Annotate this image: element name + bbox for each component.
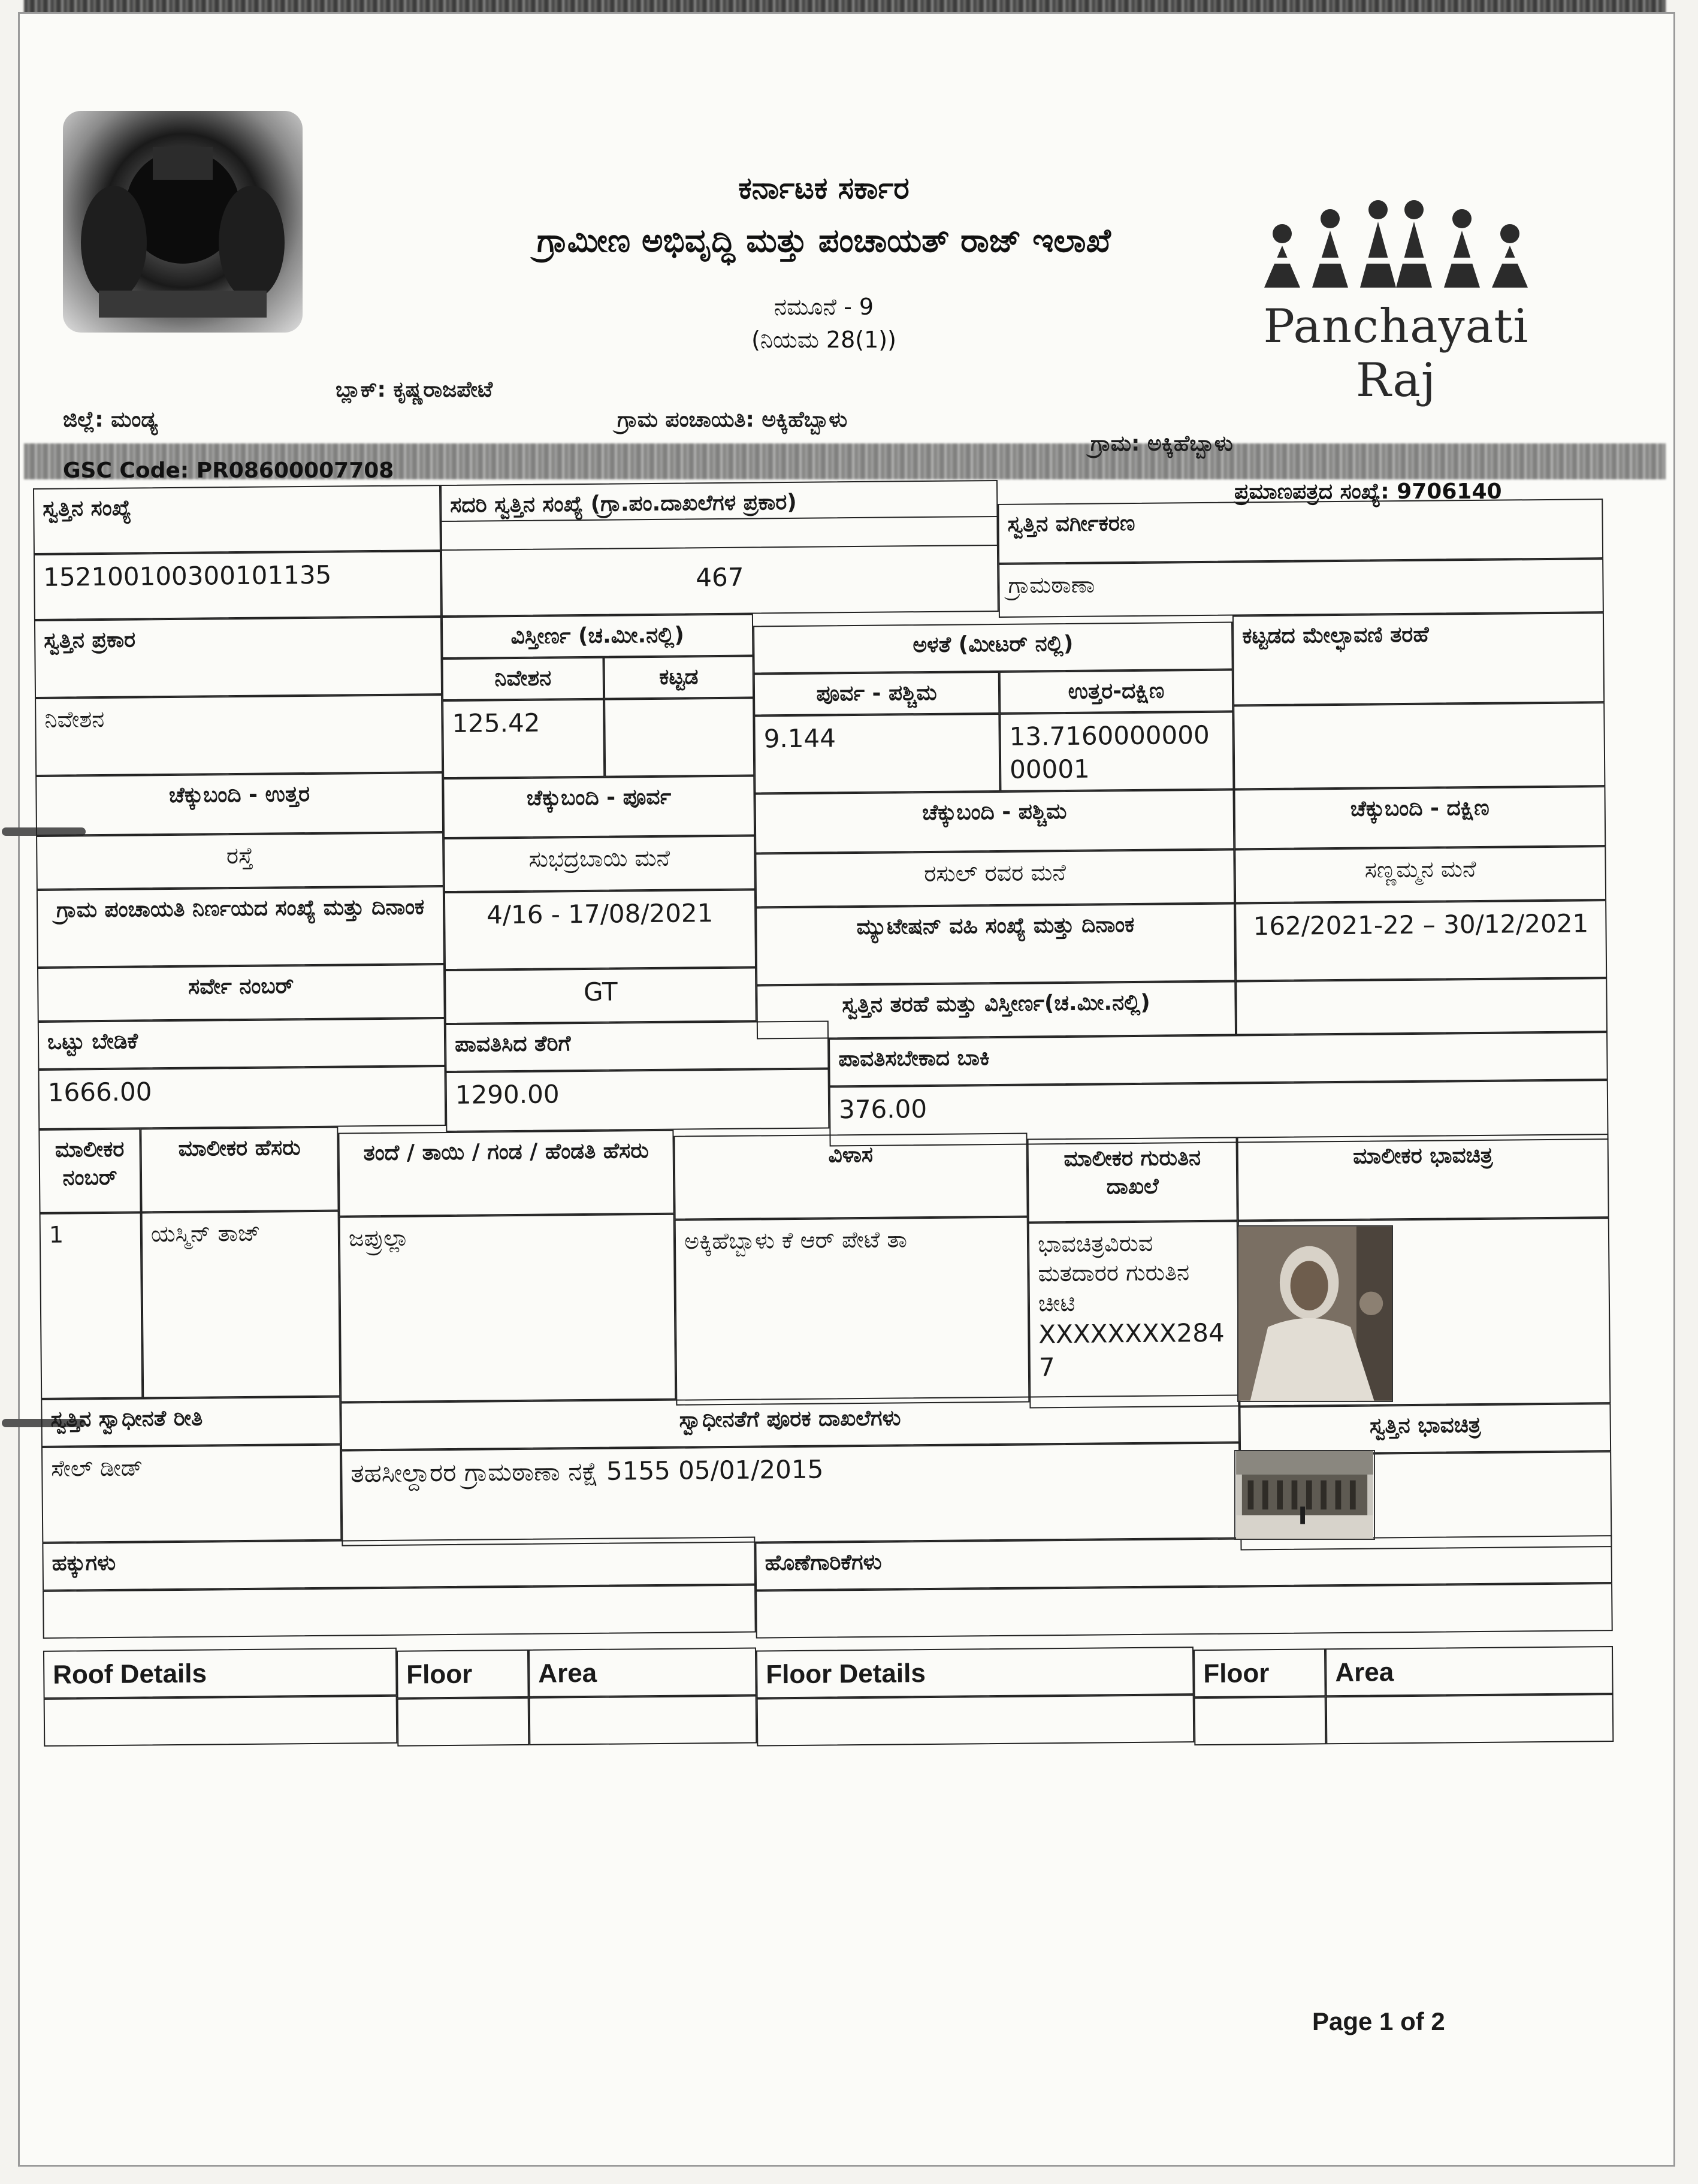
east-west-value: 9.144 bbox=[754, 714, 1000, 794]
floor-details-row bbox=[757, 1694, 1195, 1746]
owner-id-type: ಭಾವಚಿತ್ರವಿರುವ ಮತದಾರರ ಗುರುತಿನ ಚೀಟಿ bbox=[1037, 1230, 1190, 1317]
parent-name-value: ಜಪ್ರುಲ್ಲಾ bbox=[339, 1214, 676, 1403]
property-id-value: 152100100300101135 bbox=[34, 551, 442, 620]
site-area-label: ನಿವೇಶನ bbox=[442, 657, 605, 700]
boundary-north-value: ರಸ್ತೆ bbox=[36, 832, 444, 890]
panchayati-raj-logo bbox=[1252, 198, 1540, 407]
balance-label: ಪಾವತಿಸಬೇಕಾದ ಬಾಕಿ bbox=[829, 1032, 1608, 1086]
area-label: ವಿಸ್ತೀರ್ಣ (ಚ.ಮೀ.ನಲ್ಲಿ) bbox=[442, 614, 754, 659]
owner-id-header: ಮಾಲೀಕರ ಗುರುತಿನ ದಾಖಲೆ bbox=[1028, 1137, 1238, 1223]
district: ಜಿಲ್ಲೆ: ಮಂಡ್ಯ bbox=[63, 407, 158, 432]
owner-name-header: ಮಾಲೀಕರ ಹೆಸರು bbox=[140, 1127, 339, 1213]
owner-id-masked: XXXXXXXX2847 bbox=[1038, 1318, 1225, 1382]
floor-area-row bbox=[1326, 1694, 1614, 1744]
roof-area-header: Area bbox=[528, 1648, 757, 1697]
parent-name-header: ತಂದೆ / ತಾಯಿ / ಗಂಡ / ಹೆಂಡತಿ ಹೆಸರು bbox=[338, 1130, 674, 1217]
mutation-label: ಮ್ಯುಟೇಷನ್ ವಹಿ ಸಂಖ್ಯೆ ಮತ್ತು ದಿನಾಂಕ bbox=[756, 904, 1235, 986]
survey-number-label: ಸರ್ವೇ ನಂಬರ್ bbox=[37, 964, 445, 1022]
roof-floor-header: Floor bbox=[397, 1650, 529, 1699]
certificate-number: ಪ್ರಮಾಣಪತ್ರದ ಸಂಖ್ಯೆ: 9706140 bbox=[1234, 479, 1502, 504]
property-type-area-label: ಸ್ವತ್ತಿನ ತರಹೆ ಮತ್ತು ವಿಸ್ತೀರ್ಣ(ಚ.ಮೀ.ನಲ್ಲಿ) bbox=[756, 981, 1236, 1040]
gram-panchayat: ಗ್ರಾಮ ಪಂಚಾಯತಿ: ಅಕ್ಕಿಹೆಬ್ಬಾಳು bbox=[617, 407, 848, 432]
owner-number-value: 1 bbox=[40, 1212, 143, 1398]
floor-floor-header: Floor bbox=[1194, 1648, 1326, 1697]
north-south-value: 13.716000000000001 bbox=[999, 712, 1234, 792]
department-title: ಗ್ರಾಮೀಣ ಅಭಿವೃದ್ಧಿ ಮತ್ತು ಪಂಚಾಯತ್ ರಾಜ್ ಇಲಾಖೆ bbox=[537, 222, 1111, 259]
roof-floor-row bbox=[397, 1697, 530, 1747]
form-number: ನಮೂನೆ - 9 bbox=[774, 294, 874, 320]
floor-area-header: Area bbox=[1325, 1646, 1614, 1696]
property-type-value: ನಿವೇಶನ bbox=[35, 694, 443, 776]
boundary-west-value: ರಸುಲ್ ರವರ ಮನೆ bbox=[755, 850, 1235, 908]
address-value: ಅಕ್ಕಿಹೆಬ್ಬಾಳು ಕೆ ಆರ್ ಪೇಟೆ ತಾ bbox=[675, 1217, 1030, 1406]
total-demand-value: 1666.00 bbox=[38, 1066, 446, 1129]
property-photo-label: ಸ್ವತ್ತಿನ ಭಾವಚಿತ್ರ bbox=[1239, 1403, 1611, 1454]
owner-photo-header: ಮಾಲೀಕರ ಭಾವಚಿತ್ರ bbox=[1237, 1134, 1609, 1221]
building-area-label: ಕಟ್ಟಡ bbox=[603, 656, 754, 699]
ownership-mode-value: ಸೇಲ್ ಡೀಡ್ bbox=[41, 1445, 342, 1543]
floor-floor-row bbox=[1194, 1696, 1327, 1745]
owner-id-cell bbox=[1028, 1221, 1240, 1408]
tax-paid-label: ಪಾವತಿಸಿದ ತೆರಿಗೆ bbox=[445, 1020, 829, 1072]
rights-value bbox=[43, 1585, 756, 1639]
boundary-south-label: ಚೆಕ್ಕುಬಂದಿ - ದಕ್ಷಿಣ bbox=[1234, 786, 1606, 849]
property-type-area-value bbox=[1235, 978, 1608, 1035]
roof-area-row bbox=[529, 1696, 757, 1745]
roof-type-label: ಕಟ್ಟಡದ ಮೇಲ್ಛಾವಣಿ ತರಹೆ bbox=[1232, 612, 1605, 705]
measurement-label: ಅಳತೆ (ಮೀಟರ್ ನಲ್ಲಿ) bbox=[753, 622, 1233, 674]
classification-label: ಸ್ವತ್ತಿನ ವರ್ಗೀಕರಣ bbox=[998, 499, 1603, 564]
boundary-east-value: ಸುಭದ್ರಬಾಯಿ ಮನೆ bbox=[443, 836, 756, 893]
boundary-south-value: ಸಣ್ಣಮ್ಮನ ಮನೆ bbox=[1234, 846, 1606, 903]
owner-name-value: ಯಸ್ಮಿನ್ ತಾಜ್ bbox=[141, 1211, 341, 1398]
gp-record-no-value: 467 bbox=[440, 516, 998, 617]
east-west-label: ಪೂರ್ವ - ಪಶ್ಚಿಮ bbox=[754, 672, 1000, 716]
page-number: Page 1 of 2 bbox=[1312, 2007, 1445, 2035]
government-title: ಕರ್ನಾಟಕ ಸರ್ಕಾರ bbox=[738, 171, 910, 206]
ownership-docs-value: ತಹಸೀಲ್ದಾರರ ಗ್ರಾಮಠಾಣಾ ನಕ್ಷೆ 5155 05/01/2015 bbox=[341, 1442, 1240, 1546]
resolution-value: 4/16 - 17/08/2021 bbox=[444, 890, 756, 971]
gsc-code: GSC Code: PR08600007708 bbox=[63, 458, 394, 483]
property-photo bbox=[1234, 1450, 1375, 1540]
classification-value: ಗ್ರಾಮಠಾಣಾ bbox=[998, 558, 1604, 618]
panchayati-raj-people-icon bbox=[1252, 198, 1540, 288]
address-header: ವಿಳಾಸ bbox=[673, 1133, 1028, 1220]
property-type-label: ಸ್ವತ್ತಿನ ಪ್ರಕಾರ bbox=[34, 617, 442, 698]
boundary-north-label: ಚೆಕ್ಕುಬಂದಿ - ಉತ್ತರ bbox=[35, 772, 443, 836]
ownership-docs-label: ಸ್ವಾಧೀನತೆಗೆ ಪೂರಕ ದಾಖಲೆಗಳು bbox=[340, 1394, 1240, 1450]
village: ಗ್ರಾಮ: ಅಕ್ಕಿಹೆಬ್ಬಾಳು bbox=[1090, 431, 1233, 456]
liabilities-value bbox=[756, 1583, 1613, 1638]
property-record-table bbox=[33, 475, 1614, 1759]
roof-details-header: Roof Details bbox=[43, 1648, 397, 1699]
property-id-label: ಸ್ವತ್ತಿನ ಸಂಖ್ಯೆ bbox=[33, 485, 441, 554]
building-area-value bbox=[604, 698, 754, 777]
total-demand-label: ಒಟ್ಟು ಬೇಡಿಕೆ bbox=[38, 1018, 446, 1070]
survey-number-value: GT bbox=[445, 967, 757, 1024]
north-south-label: ಉತ್ತರ-ದಕ್ಷಿಣ bbox=[999, 670, 1234, 714]
site-area-value: 125.42 bbox=[442, 699, 605, 778]
tax-paid-value: 1290.00 bbox=[446, 1068, 830, 1132]
mutation-value: 162/2021-22 – 30/12/2021 bbox=[1235, 900, 1607, 981]
panchayati-raj-label: Panchayati Raj bbox=[1263, 300, 1529, 407]
owner-number-header: ಮಾಲೀಕರ ನಂಬರ್ bbox=[38, 1128, 141, 1213]
taluk: ಬ್ಲಾಕ್: ಕೃಷ್ಣರಾಜಪೇಟೆ bbox=[336, 377, 493, 402]
boundary-west-label: ಚೆಕ್ಕುಬಂದಿ - ಪಶ್ಚಿಮ bbox=[754, 790, 1234, 854]
rule-number: (ನಿಯಮ 28(1)) bbox=[751, 327, 896, 353]
resolution-label: ಗ್ರಾಮ ಪಂಚಾಯತಿ ನಿರ್ಣಯದ ಸಂಖ್ಯೆ ಮತ್ತು ದಿನಾಂಕ bbox=[37, 886, 445, 968]
roof-details-row bbox=[44, 1696, 398, 1747]
boundary-east-label: ಚೆಕ್ಕುಬಂದಿ - ಪೂರ್ವ bbox=[443, 776, 755, 839]
ownership-mode-label: ಸ್ವತ್ತಿನ ಸ್ವಾಧೀನತೆ ರೀತಿ bbox=[41, 1397, 341, 1447]
balance-value: 376.00 bbox=[829, 1080, 1609, 1146]
owner-photo bbox=[1237, 1225, 1393, 1402]
karnataka-emblem-icon bbox=[63, 111, 303, 333]
roof-type-value bbox=[1233, 702, 1605, 789]
floor-details-header: Floor Details bbox=[756, 1647, 1194, 1698]
rights-label: ಹಕ್ಕುಗಳು bbox=[42, 1537, 756, 1591]
gp-record-no-label: ಸದರಿ ಸ್ವತ್ತಿನ ಸಂಖ್ಯೆ (ಗ್ರಾ.ಪಂ.ದಾಖಲೆಗಳ ಪ್ರಕಾರ) bbox=[440, 480, 998, 551]
liabilities-label: ಹೊಣೆಗಾರಿಕೆಗಳು bbox=[755, 1535, 1612, 1590]
